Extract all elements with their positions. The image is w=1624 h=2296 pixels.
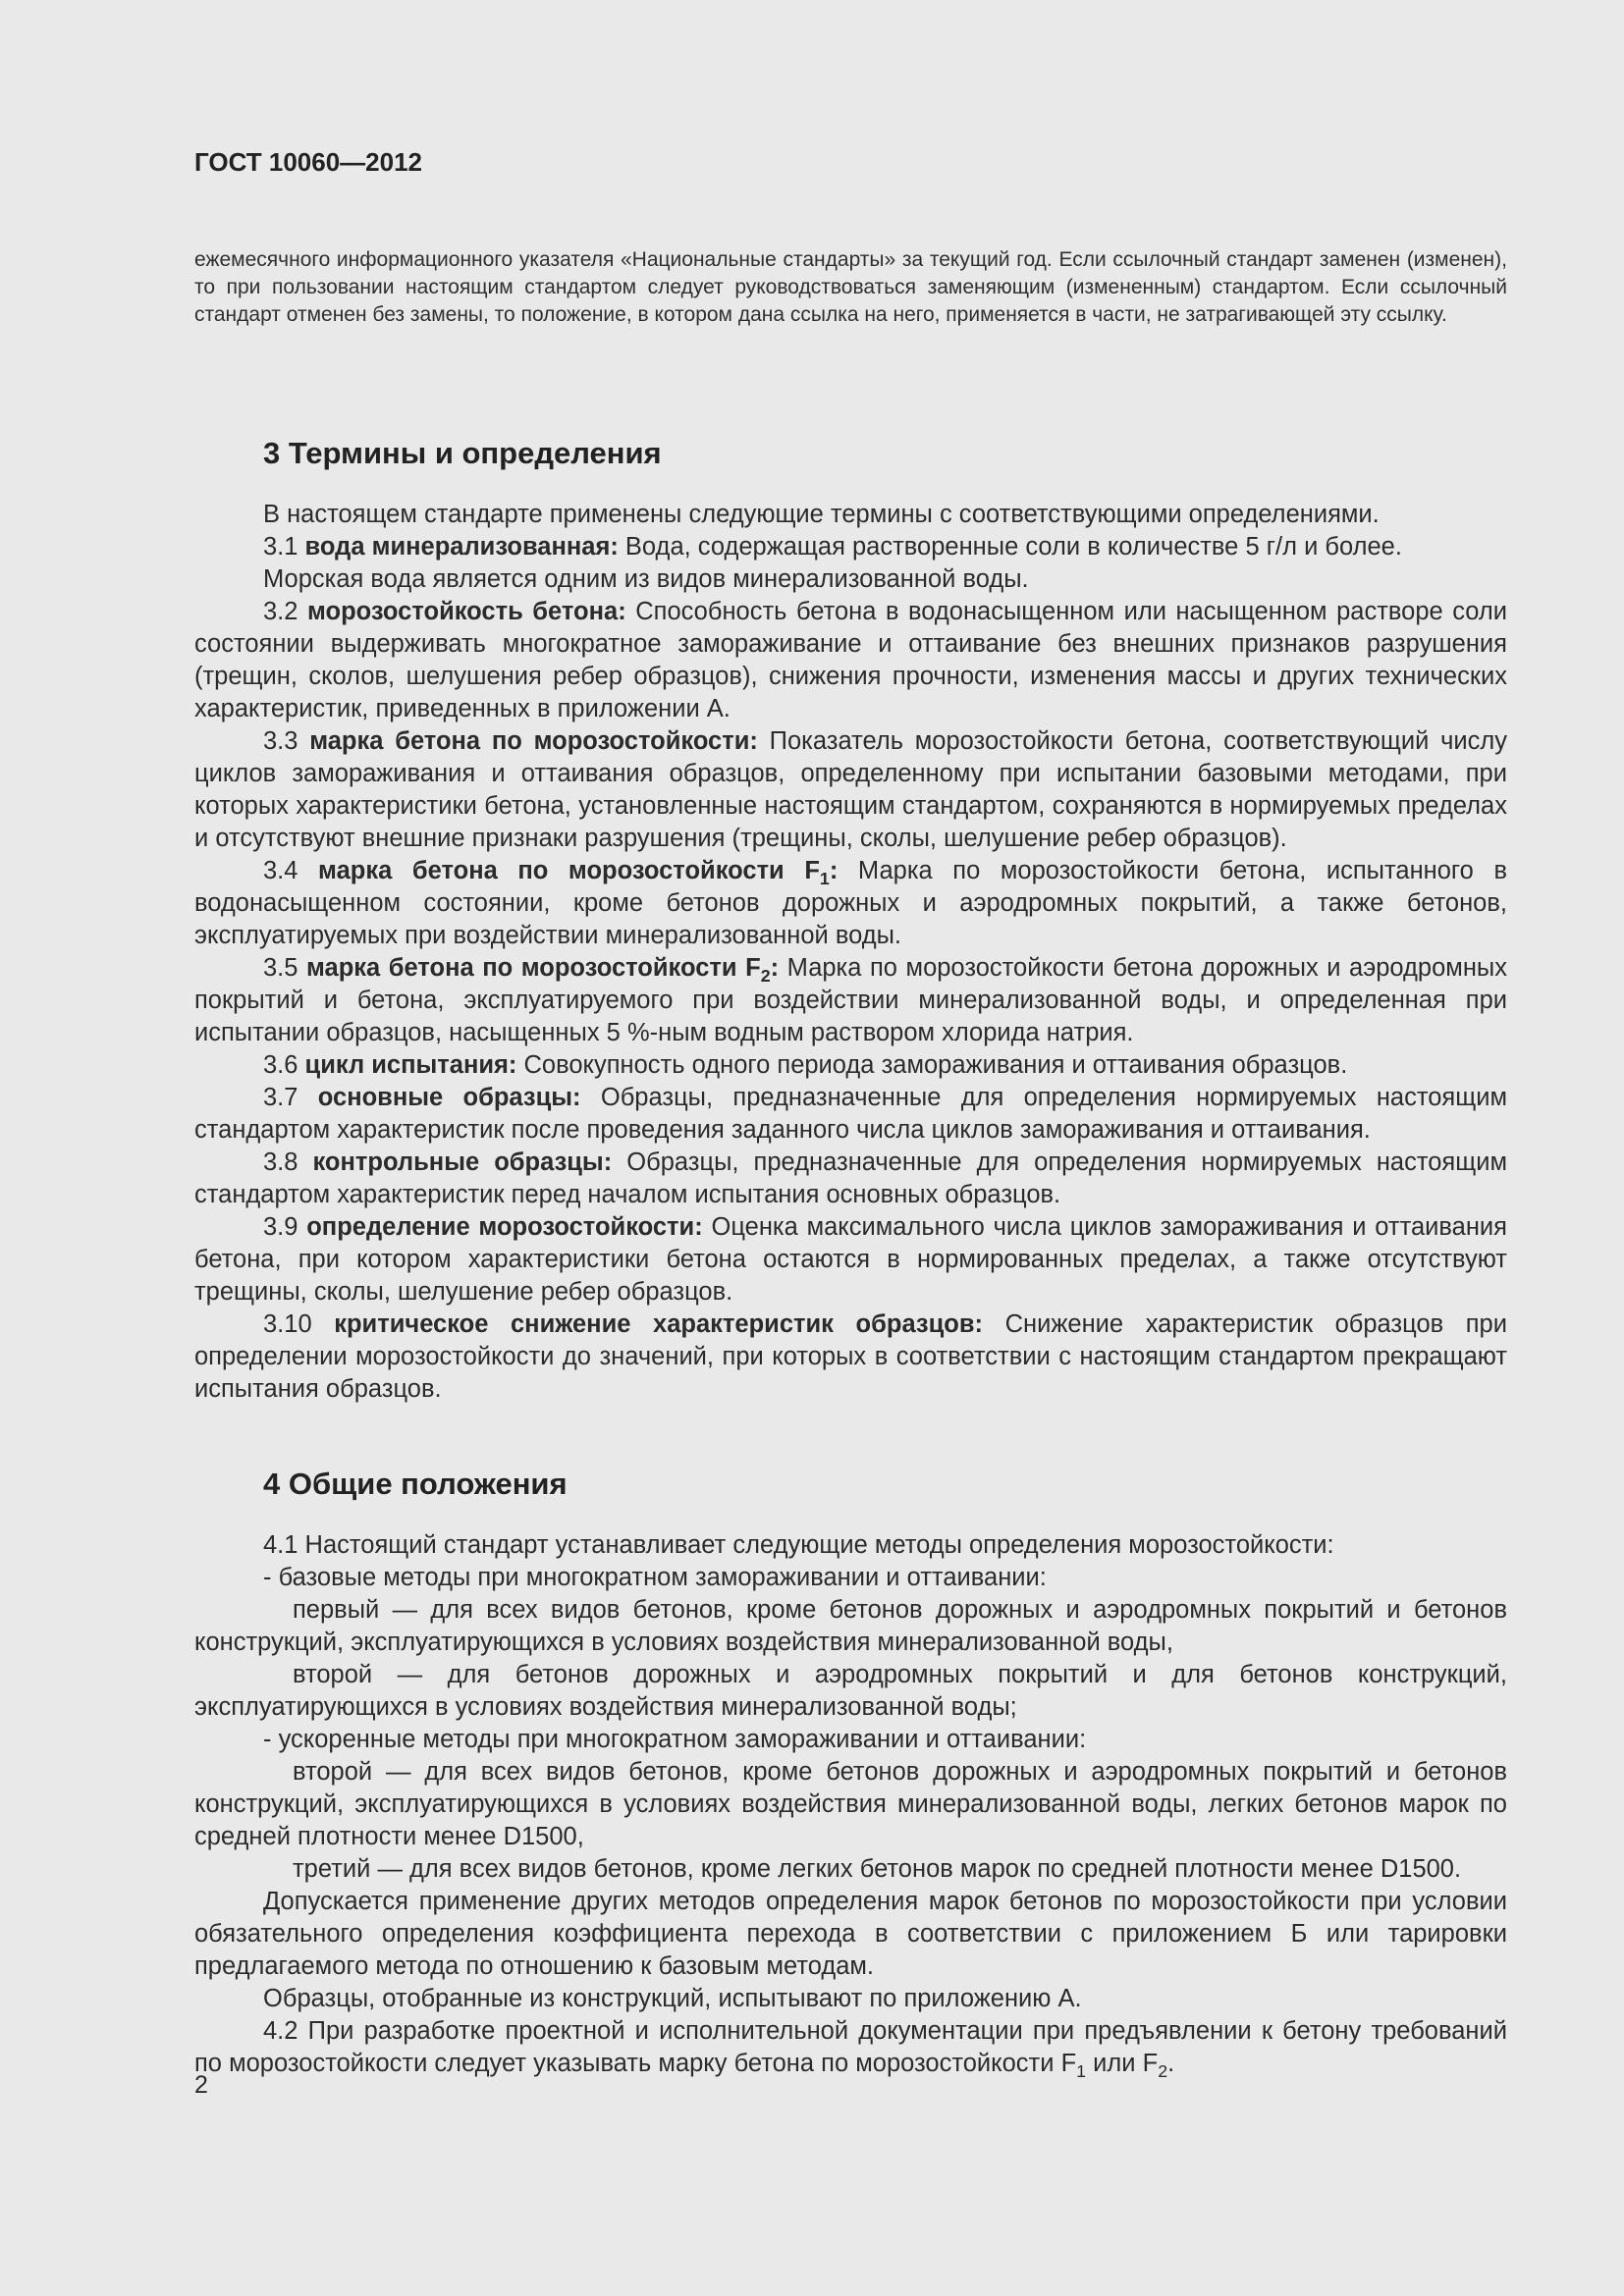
section-4-general	[194, 1465, 1507, 2080]
method-first: первый — для всех видов бетонов, кроме бетонов дорожных и аэродромных покрытий и бетонов конструкций, эксплуатирующихся в условиях воздействия минерализованной воды,	[194, 1596, 1507, 1656]
intro-paragraph: ежемесячного информационного указателя «Национальные стандарты» за текущий год. Если ссылочный стандарт заменен (изменен), то при пользовании настоящим стандартом следует руководствоваться заменяющим (измененным) стандартом. Если ссылочный стандарт отменен без замены, то положение, в котором дана ссылка на него, применяется в части, не затрагивающей эту ссылку.	[194, 248, 1507, 326]
term-label: вода минерализованная:	[304, 533, 619, 561]
term-label: марка бетона по морозостойкости $F_2$:	[306, 954, 780, 987]
term-label: морозостойкость бетона:	[306, 598, 626, 625]
clause-4-2: 4.2 При разработке проектной и исполнительной документации при предъявлении к бетону требований по морозостойкости следует указывать марку бетона по морозостойкости $F_1$ или $F_2$.	[194, 2017, 1507, 2082]
clause-4-1: 4.1 Настоящий стандарт устанавливает следующие методы определения морозостойкости:	[263, 1531, 1334, 1559]
term-3-8: 3.8 контрольные образцы: Образцы, предназначенные для определения нормируемых настоящим стандартом характеристик перед началом испытания основных образцов.	[194, 1148, 1507, 1208]
section-3-heading: 3 Термины и определения	[263, 436, 662, 470]
term-3-10: 3.10 критическое снижение характеристик образцов: Снижение характеристик образцов при определении морозостойкости до значений, при которых в соответствии с настоящим стандартом прекращают испытания образцов.	[194, 1310, 1507, 1403]
term-3-3: 3.3 марка бетона по морозостойкости: Показатель морозостойкости бетона, соответствующий числу циклов замораживания и оттаивания образцов, определенному при испытании базовыми методами, при которых характеристики бетона, установленные настоящим стандартом, сохраняются в нормируемых пределах и отсутствуют внешние признаки разрушения (трещины, сколы, шелушение ребер образцов).	[194, 727, 1508, 852]
term-label: марка бетона по морозостойкости:	[309, 727, 758, 755]
page-number: 2	[194, 2071, 208, 2099]
section-3-intro: В настоящем стандарте применены следующие термины с соответствующими определениями.	[263, 501, 1380, 528]
term-label: критическое снижение характеристик образцов:	[334, 1310, 984, 1338]
other-methods-paragraph: Допускается применение других методов определения марок бетонов по морозостойкости при условии обязательного определения коэффициента перехода в соответствии с приложением Б или тарировки предлагаемого метода по отношению к базовым методам.	[194, 1888, 1507, 1980]
term-label: контрольные образцы:	[312, 1148, 613, 1176]
term-3-5: 3.5 марка бетона по морозостойкости $F_2$: Марка по морозостойкости бетона дорожных и аэродромных покрытий и бетона, эксплуатируемого при воздействии минерализованной воды, и определенная при испытании образцов, насыщенных 5 %-ным водным раствором хлорида натрия.	[194, 954, 1507, 1046]
list-base-methods: - базовые методы при многократном замораживании и оттаивании:	[263, 1564, 1047, 1591]
term-3-1: 3.1 вода минерализованная: Вода, содержащая растворенные соли в количестве 5 г/л и более.	[263, 533, 1402, 561]
term-3-2: 3.2 морозостойкость бетона: Способность бетона в водонасыщенном или насыщенном растворе соли состоянии выдерживать многократное замораживание и оттаивание без внешних признаков разрушения (трещин, сколов, шелушения ребер образцов), снижения прочности, изменения массы и других технических характеристик, приведенных в приложении А.	[194, 598, 1507, 722]
term-3-1-note: Морская вода является одним из видов минерализованной воды.	[263, 565, 1029, 593]
accelerated-third: третий — для всех видов бетонов, кроме легких бетонов марок по средней плотности менее D1500.	[293, 1855, 1462, 1883]
term-3-7: 3.7 основные образцы: Образцы, предназначенные для определения нормируемых настоящим стандартом характеристик после проведения заданного числа циклов замораживания и оттаивания.	[194, 1084, 1507, 1144]
standard-code-header: ГОСТ 10060—2012	[194, 147, 422, 177]
method-second: второй — для бетонов дорожных и аэродромных покрытий и для бетонов конструкций, эксплуатирующихся в условиях воздействия минерализованной воды;	[194, 1661, 1507, 1721]
list-accelerated-methods: - ускоренные методы при многократном замораживании и оттаивании:	[263, 1726, 1087, 1753]
term-3-6: 3.6 цикл испытания: Совокупность одного периода замораживания и оттаивания образцов.	[263, 1051, 1348, 1079]
section-4-heading: 4 Общие положения	[263, 1467, 568, 1501]
samples-paragraph: Образцы, отобранные из конструкций, испытывают по приложению А.	[263, 1985, 1082, 2012]
term-3-4: 3.4 марка бетона по морозостойкости $F_1$: Марка по морозостойкости бетона, испытанного в водонасыщенном состоянии, кроме бетонов дорожных и аэродромных покрытий, а также бетонов, эксплуатируемых при воздействии минерализованной воды.	[194, 857, 1507, 949]
term-label: цикл испытания:	[304, 1051, 517, 1079]
term-label: марка бетона по морозостойкости $F_1$:	[318, 857, 839, 889]
term-label: определение морозостойкости:	[306, 1213, 703, 1241]
accelerated-second: второй — для всех видов бетонов, кроме бетонов дорожных и аэродромных покрытий и бетонов конструкций, эксплуатирующихся в условиях воздействия минерализованной воды, легких бетонов марок по средней плотности менее D1500,	[194, 1758, 1507, 1850]
section-3-terms	[194, 434, 1507, 1406]
term-3-9: 3.9 определение морозостойкости: Оценка максимального числа циклов замораживания и оттаивания бетона, при котором характеристики бетона остаются в нормированных пределах, а также отсутствуют трещины, сколы, шелушение ребер образцов.	[194, 1213, 1507, 1306]
term-label: основные образцы:	[317, 1084, 581, 1111]
